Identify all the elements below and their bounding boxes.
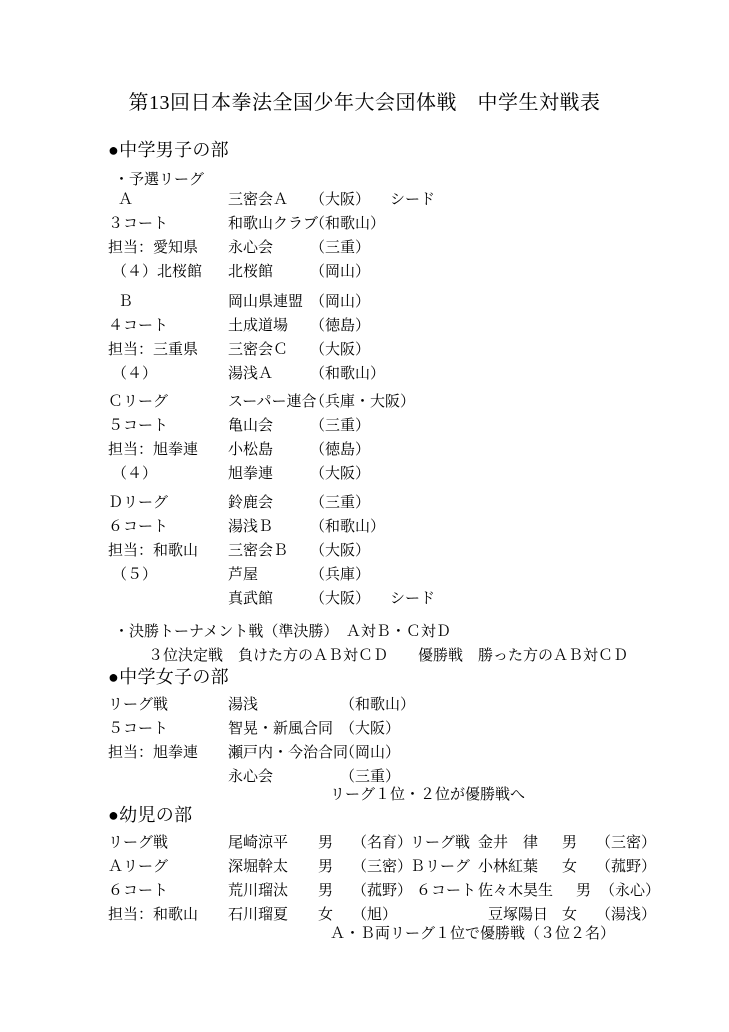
group-label: リーグ戦 (108, 835, 169, 851)
team-name: 三密会Ｂ (228, 543, 289, 559)
team-pref: （徳島） (310, 318, 371, 334)
group-label: ６コート (416, 883, 477, 899)
participant-club: （菰野） (596, 859, 657, 875)
participant-name: 豆塚陽日 (488, 907, 549, 923)
team-pref: （兵庫・大阪） (310, 394, 416, 410)
team-pref: （和歌山） (340, 697, 416, 713)
group-label: 担当：旭拳連 (108, 745, 199, 761)
participant-sex: 男 (318, 883, 334, 899)
group-label: 担当：和歌山 (108, 543, 199, 559)
team-seed: シード (390, 591, 436, 607)
subheading-preliminary-league: ・予選リーグ (114, 172, 205, 188)
group-label: Ｄリーグ (108, 495, 169, 511)
tournament-note-semifinal: ・決勝トーナメント戦（準決勝） Ａ対Ｂ・Ｃ対Ｄ (114, 624, 451, 640)
participant-sex: 女 (562, 907, 578, 923)
girls-advance-note: リーグ１位・２位が優勝戦へ (330, 787, 526, 803)
group-label: 担当：三重県 (108, 342, 199, 358)
participant-name: 小林紅葉 (478, 859, 539, 875)
participant-sex: 男 (318, 835, 334, 851)
team-name: 智晃・新風合同 (228, 721, 334, 737)
participant-name: 深堀幹太 (228, 859, 289, 875)
group-label: （４）北桜館 (112, 264, 203, 280)
team-name: 旭拳連 (228, 466, 274, 482)
page-title: 第13回日本拳法全国少年大会団体戦 中学生対戦表 (128, 92, 601, 114)
participant-sex: 男 (576, 883, 592, 899)
participant-name: 尾崎涼平 (228, 835, 289, 851)
participant-club: （旭） (352, 907, 398, 923)
group-label: Ｂリーグ (410, 859, 471, 875)
team-pref: （和歌山） (310, 366, 386, 382)
team-name: 瀬戸内・今治合同 (228, 745, 349, 761)
team-name: 鈴鹿会 (228, 495, 274, 511)
group-label: ４コート (108, 318, 169, 334)
participant-club: （永心） (600, 883, 661, 899)
participant-name: 金井 律 (478, 835, 539, 851)
team-pref: （大阪） (310, 543, 371, 559)
team-name: 小松島 (228, 442, 274, 458)
team-name: 岡山県連盟 (228, 294, 304, 310)
team-pref: （和歌山） (310, 216, 386, 232)
group-label: リーグ戦 (410, 835, 471, 851)
team-name: 湯浅Ｂ (228, 519, 274, 535)
team-pref: （大阪） (310, 342, 371, 358)
section-heading-infants: ●幼児の部 (108, 805, 193, 825)
group-label: Ａリーグ (108, 859, 169, 875)
participant-name: 佐々木昊生 (478, 883, 554, 899)
team-pref: （三重） (310, 240, 371, 256)
team-name: 三密会Ａ (228, 192, 289, 208)
team-name: 湯浅Ａ (228, 366, 274, 382)
section-heading-boys: ●中学男子の部 (108, 140, 229, 160)
group-label: リーグ戦 (108, 697, 169, 713)
team-pref: （三重） (310, 495, 371, 511)
team-name: スーパー連合 (228, 394, 317, 410)
group-label: ６コート (108, 883, 169, 899)
participant-club: （湯浅） (596, 907, 657, 923)
team-pref: （徳島） (310, 442, 371, 458)
group-label: 担当：旭拳連 (108, 442, 199, 458)
group-label: （４） (112, 366, 158, 382)
participant-sex: 女 (562, 859, 578, 875)
group-label: ６コート (108, 519, 169, 535)
team-name: 亀山会 (228, 418, 274, 434)
section-heading-girls: ●中学女子の部 (108, 667, 229, 687)
team-pref: （三重） (340, 769, 401, 785)
team-name: 真武館 (228, 591, 274, 607)
team-pref: （兵庫） (310, 567, 371, 583)
group-label: Ｃリーグ (108, 394, 169, 410)
team-pref: （岡山） (340, 745, 401, 761)
group-label: ５コート (108, 418, 169, 434)
team-name: 永心会 (228, 240, 274, 256)
team-name: 永心会 (228, 769, 274, 785)
participant-sex: 女 (318, 907, 334, 923)
tournament-note-final: ３位決定戦 負けた方のＡＢ対ＣＤ 優勝戦 勝った方のＡＢ対ＣＤ (148, 648, 629, 664)
participant-name: 荒川瑠汰 (228, 883, 289, 899)
group-label: ５コート (108, 721, 169, 737)
group-label: Ｂ (118, 294, 134, 310)
infants-advance-note: Ａ・Ｂ両リーグ１位で優勝戦（３位２名） (330, 926, 616, 942)
team-pref: （大阪） (310, 466, 371, 482)
group-label: ３コート (108, 216, 169, 232)
participant-club: （名育） (352, 835, 413, 851)
team-pref: （岡山） (310, 264, 371, 280)
team-pref: （大阪） (310, 192, 371, 208)
participant-club: （三密） (352, 859, 413, 875)
participant-club: （三密） (596, 835, 657, 851)
group-label: 担当：愛知県 (108, 240, 199, 256)
team-name: 湯浅 (228, 697, 259, 713)
team-name: 北桜館 (228, 264, 274, 280)
team-pref: （大阪） (310, 591, 371, 607)
participant-sex: 男 (318, 859, 334, 875)
group-label: 担当：和歌山 (108, 907, 199, 923)
group-label: Ａ (118, 192, 134, 208)
team-name: 芦屋 (228, 567, 259, 583)
team-pref: （岡山） (310, 294, 371, 310)
team-name: 三密会Ｃ (228, 342, 289, 358)
team-pref: （大阪） (340, 721, 401, 737)
team-pref: （和歌山） (310, 519, 386, 535)
participant-name: 石川瑠夏 (228, 907, 289, 923)
participant-club: （菰野） (352, 883, 413, 899)
team-name: 和歌山クラブ (228, 216, 319, 232)
group-label: （５） (112, 567, 158, 583)
team-seed: シード (390, 192, 436, 208)
team-pref: （三重） (310, 418, 371, 434)
group-label: （４） (112, 466, 158, 482)
team-name: 土成道場 (228, 318, 289, 334)
participant-sex: 男 (562, 835, 578, 851)
